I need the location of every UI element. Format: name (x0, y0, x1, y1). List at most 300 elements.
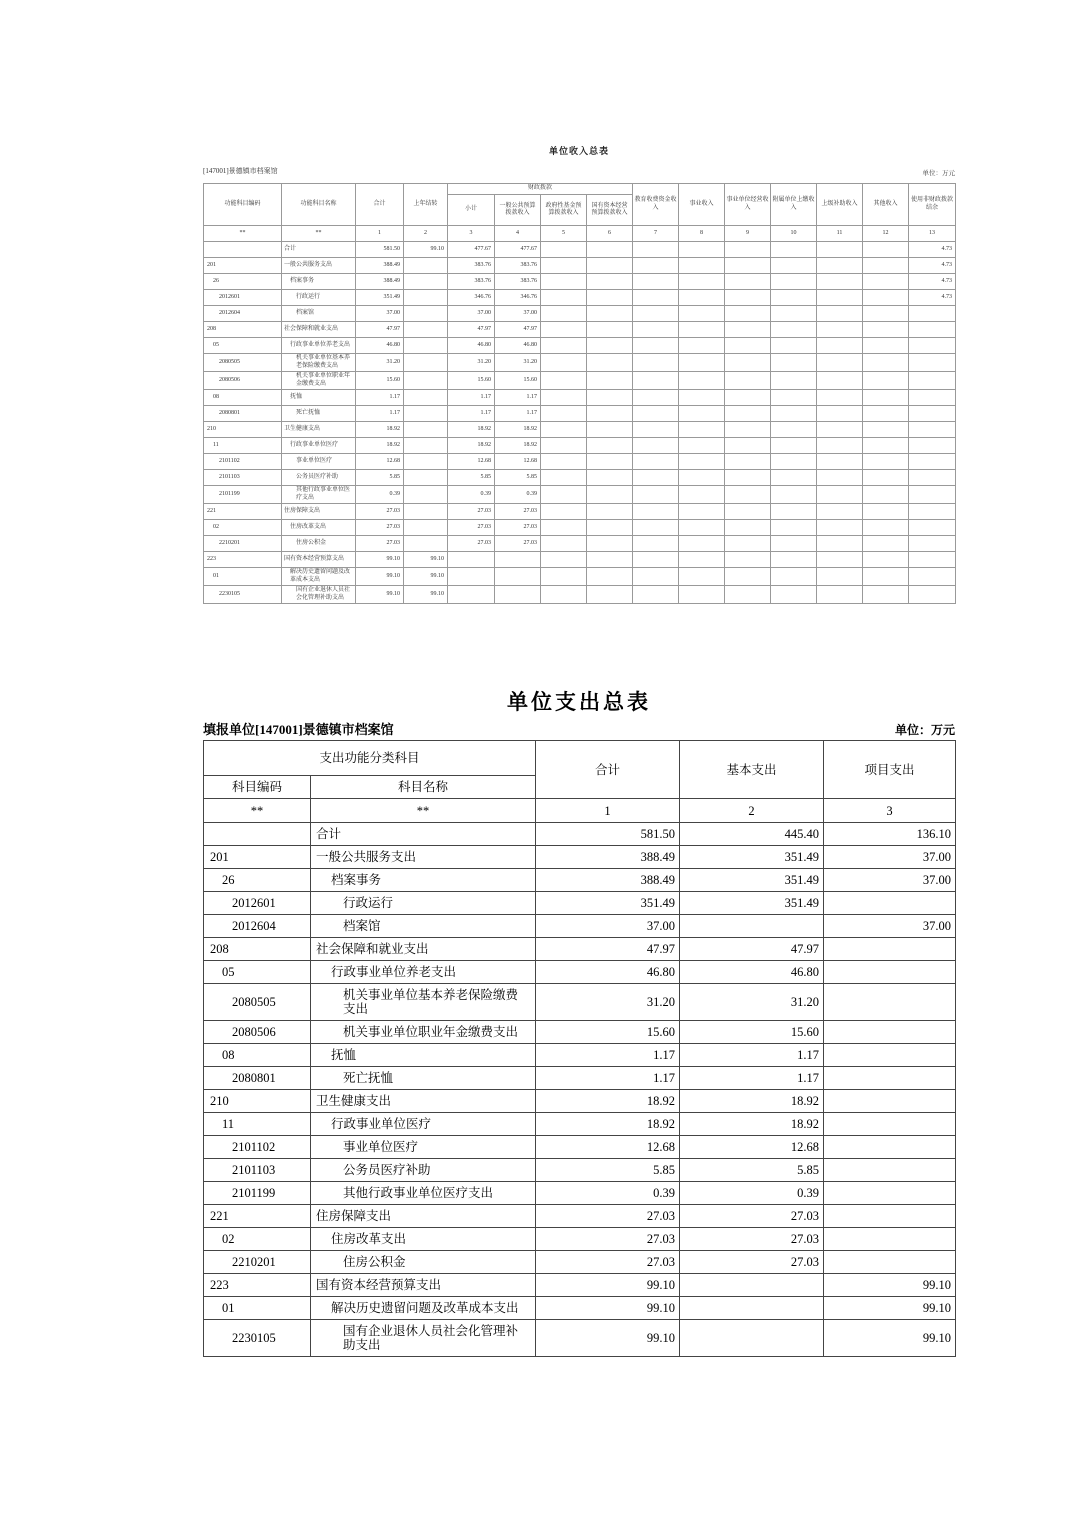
value-cell (587, 322, 633, 338)
table-row (204, 1090, 956, 1113)
value-cell (771, 306, 817, 322)
column-number-cell: 8 (679, 226, 725, 242)
value-cell: 47.97 (356, 322, 404, 338)
table-row (204, 1113, 956, 1136)
subject-code-cell: 26 (204, 869, 311, 892)
table-row (204, 869, 956, 892)
value-cell (725, 322, 771, 338)
value-cell (725, 422, 771, 438)
col-header-basic-expense: 基本支出 (680, 741, 824, 799)
value-cell: 37.00 (824, 869, 956, 892)
value-cell (817, 242, 863, 258)
value-cell (587, 258, 633, 274)
value-cell: 1.17 (536, 1067, 680, 1090)
value-cell: 388.49 (356, 258, 404, 274)
value-cell: 18.92 (448, 438, 495, 454)
subject-name-cell: 事业单位医疗 (282, 454, 356, 470)
value-cell (633, 504, 679, 520)
value-cell (404, 258, 448, 274)
subject-name-cell: 死亡抚恤 (311, 1067, 536, 1090)
value-cell (633, 390, 679, 406)
value-cell (587, 568, 633, 586)
table-row (204, 961, 956, 984)
table-row (204, 504, 956, 520)
subject-name-cell: 国有企业退休人员社会化管理补助支出 (311, 1320, 536, 1357)
value-cell: 27.03 (448, 504, 495, 520)
value-cell (909, 390, 956, 406)
col-header-total: 合计 (536, 741, 680, 799)
value-cell (448, 552, 495, 568)
table-row (204, 984, 956, 1021)
value-cell (824, 1067, 956, 1090)
value-cell: 18.92 (536, 1113, 680, 1136)
column-number-row (204, 226, 956, 242)
value-cell (495, 552, 541, 568)
value-cell (679, 422, 725, 438)
value-cell: 27.03 (680, 1228, 824, 1251)
value-cell: 581.50 (536, 823, 680, 846)
value-cell (863, 504, 909, 520)
value-cell (771, 536, 817, 552)
table-row (204, 1044, 956, 1067)
expense-table-title: 单位支出总表 (507, 690, 651, 714)
value-cell (725, 338, 771, 354)
value-cell: 4.73 (909, 258, 956, 274)
value-cell (633, 242, 679, 258)
value-cell (679, 242, 725, 258)
value-cell: 4.73 (909, 274, 956, 290)
value-cell (817, 274, 863, 290)
value-cell (909, 406, 956, 422)
subject-code-cell: 2210201 (204, 536, 282, 552)
subject-name-cell: 卫生健康支出 (311, 1090, 536, 1113)
col-header-general-public-budget: 一般公共预算拨款收入 (495, 195, 541, 226)
value-cell: 99.10 (824, 1274, 956, 1297)
column-number-cell: 12 (863, 226, 909, 242)
value-cell (541, 390, 587, 406)
income-table (203, 183, 956, 604)
column-number-cell: 6 (587, 226, 633, 242)
subject-code-cell: 2230105 (204, 1320, 311, 1357)
value-cell (679, 470, 725, 486)
value-cell: 5.85 (536, 1159, 680, 1182)
subject-code-cell: 208 (204, 322, 282, 338)
value-cell (633, 422, 679, 438)
value-cell: 0.39 (536, 1182, 680, 1205)
value-cell (633, 372, 679, 390)
value-cell (771, 338, 817, 354)
value-cell (541, 372, 587, 390)
subject-code-cell: 221 (204, 504, 282, 520)
value-cell (541, 520, 587, 536)
value-cell (725, 536, 771, 552)
subject-code-cell: 2101199 (204, 486, 282, 504)
value-cell: 12.68 (356, 454, 404, 470)
value-cell (909, 354, 956, 372)
subject-code-cell: 208 (204, 938, 311, 961)
value-cell (725, 306, 771, 322)
value-cell (633, 290, 679, 306)
subject-code-cell: 2101103 (204, 470, 282, 486)
value-cell (863, 390, 909, 406)
value-cell: 99.10 (356, 568, 404, 586)
value-cell: 136.10 (824, 823, 956, 846)
value-cell: 27.03 (536, 1228, 680, 1251)
subject-name-cell: 死亡抚恤 (282, 406, 356, 422)
table-row (204, 1159, 956, 1182)
subject-code-cell (204, 823, 311, 846)
subject-code-cell: 2080506 (204, 1021, 311, 1044)
value-cell (817, 520, 863, 536)
value-cell: 99.10 (536, 1274, 680, 1297)
value-cell (541, 338, 587, 354)
value-cell: 99.10 (356, 552, 404, 568)
table-row (204, 470, 956, 486)
value-cell: 47.97 (448, 322, 495, 338)
value-cell (817, 454, 863, 470)
value-cell: 27.03 (356, 504, 404, 520)
table-row (204, 290, 956, 306)
table-row (204, 1251, 956, 1274)
value-cell (725, 470, 771, 486)
value-cell (909, 486, 956, 504)
value-cell: 27.03 (356, 536, 404, 552)
subject-code-cell: 02 (204, 1228, 311, 1251)
value-cell (448, 586, 495, 604)
value-cell (824, 961, 956, 984)
expense-table (203, 740, 956, 1357)
value-cell (909, 536, 956, 552)
income-table-header (204, 184, 956, 226)
subject-code-cell: 210 (204, 1090, 311, 1113)
table-row (204, 520, 956, 536)
value-cell (771, 290, 817, 306)
value-cell (587, 552, 633, 568)
value-cell (587, 274, 633, 290)
value-cell (679, 520, 725, 536)
value-cell (824, 1205, 956, 1228)
column-number-cell: 13 (909, 226, 956, 242)
table-row (204, 258, 956, 274)
subject-code-cell: 2012604 (204, 306, 282, 322)
subject-name-cell: 社会保障和就业支出 (282, 322, 356, 338)
value-cell: 37.00 (448, 306, 495, 322)
value-cell (404, 354, 448, 372)
value-cell (771, 568, 817, 586)
value-cell (909, 372, 956, 390)
table-row (204, 1320, 956, 1357)
value-cell (771, 438, 817, 454)
table-row (204, 892, 956, 915)
value-cell: 388.49 (356, 274, 404, 290)
table-row (204, 536, 956, 552)
subject-name-cell: 机关事业单位基本养老保险缴费支出 (282, 354, 356, 372)
value-cell (824, 1228, 956, 1251)
table-row (204, 1228, 956, 1251)
value-cell (679, 536, 725, 552)
value-cell (404, 306, 448, 322)
subject-code-cell: 2012601 (204, 290, 282, 306)
value-cell (404, 390, 448, 406)
col-header-state-capital-budget: 国有资本经营预算拨款收入 (587, 195, 633, 226)
value-cell: 1.17 (495, 390, 541, 406)
value-cell (541, 568, 587, 586)
table-row (204, 915, 956, 938)
value-cell (541, 586, 587, 604)
value-cell (679, 290, 725, 306)
value-cell (771, 390, 817, 406)
value-cell: 27.03 (680, 1205, 824, 1228)
value-cell (909, 504, 956, 520)
value-cell (404, 322, 448, 338)
subject-name-cell: 公务员医疗补助 (282, 470, 356, 486)
value-cell (863, 422, 909, 438)
value-cell: 351.49 (356, 290, 404, 306)
value-cell: 99.10 (404, 242, 448, 258)
value-cell (909, 586, 956, 604)
subject-name-cell: 解决历史遗留问题及改革成本支出 (311, 1297, 536, 1320)
value-cell (824, 938, 956, 961)
value-cell (824, 984, 956, 1021)
value-cell (633, 354, 679, 372)
table-row (204, 242, 956, 258)
value-cell (587, 354, 633, 372)
value-cell (771, 454, 817, 470)
value-cell: 0.39 (448, 486, 495, 504)
col-header-nonfiscal-balance: 使用非财政拨款结余 (909, 184, 956, 226)
value-cell (679, 306, 725, 322)
value-cell (817, 290, 863, 306)
value-cell: 1.17 (536, 1044, 680, 1067)
value-cell (817, 536, 863, 552)
value-cell (863, 242, 909, 258)
value-cell (587, 438, 633, 454)
subject-code-cell: 11 (204, 1113, 311, 1136)
value-cell (679, 504, 725, 520)
value-cell (541, 470, 587, 486)
table-row (204, 823, 956, 846)
value-cell (817, 338, 863, 354)
value-cell (587, 306, 633, 322)
value-cell: 12.68 (680, 1136, 824, 1159)
value-cell: 15.60 (680, 1021, 824, 1044)
value-cell (633, 586, 679, 604)
value-cell (679, 586, 725, 604)
table-row (204, 338, 956, 354)
subject-code-cell: 2080801 (204, 1067, 311, 1090)
value-cell (863, 486, 909, 504)
subject-name-cell: 其他行政事业单位医疗支出 (282, 486, 356, 504)
value-cell (541, 322, 587, 338)
value-cell (587, 586, 633, 604)
value-cell: 0.39 (356, 486, 404, 504)
value-cell: 46.80 (536, 961, 680, 984)
subject-name-cell: 抚恤 (311, 1044, 536, 1067)
column-number-cell: 7 (633, 226, 679, 242)
value-cell: 46.80 (448, 338, 495, 354)
value-cell: 37.00 (356, 306, 404, 322)
value-cell (817, 486, 863, 504)
value-cell (404, 422, 448, 438)
value-cell: 31.20 (495, 354, 541, 372)
value-cell (541, 536, 587, 552)
value-cell (633, 520, 679, 536)
subject-code-cell: 11 (204, 438, 282, 454)
value-cell (633, 274, 679, 290)
value-cell (404, 338, 448, 354)
value-cell (680, 1274, 824, 1297)
value-cell (725, 354, 771, 372)
value-cell (679, 454, 725, 470)
value-cell: 12.68 (495, 454, 541, 470)
col-header-business-income: 事业收入 (679, 184, 725, 226)
subject-name-cell: 住房改革支出 (311, 1228, 536, 1251)
value-cell: 0.39 (680, 1182, 824, 1205)
value-cell: 27.03 (495, 536, 541, 552)
value-cell: 388.49 (536, 869, 680, 892)
value-cell (587, 242, 633, 258)
value-cell: 27.03 (495, 504, 541, 520)
subject-code-cell: 05 (204, 338, 282, 354)
subject-code-cell (204, 242, 282, 258)
value-cell (771, 354, 817, 372)
value-cell (587, 338, 633, 354)
subject-code-cell: 2080505 (204, 984, 311, 1021)
value-cell (679, 322, 725, 338)
value-cell: 12.68 (448, 454, 495, 470)
value-cell (541, 422, 587, 438)
value-cell (404, 274, 448, 290)
value-cell: 27.03 (536, 1251, 680, 1274)
expense-table-body (204, 799, 956, 1357)
subject-name-cell: 档案馆 (282, 306, 356, 322)
header-row-group (204, 741, 956, 776)
value-cell: 346.76 (495, 290, 541, 306)
value-cell (495, 568, 541, 586)
value-cell (863, 274, 909, 290)
value-cell (824, 1021, 956, 1044)
column-number-cell: 2 (404, 226, 448, 242)
value-cell (771, 406, 817, 422)
value-cell (587, 390, 633, 406)
value-cell (541, 354, 587, 372)
value-cell (679, 338, 725, 354)
subject-name-cell: 一般公共服务支出 (282, 258, 356, 274)
value-cell (679, 390, 725, 406)
value-cell: 99.10 (824, 1320, 956, 1357)
value-cell (771, 520, 817, 536)
value-cell (863, 536, 909, 552)
subject-name-cell: 档案事务 (311, 869, 536, 892)
subject-name-cell: 合计 (311, 823, 536, 846)
column-number-cell: ** (204, 226, 282, 242)
table-row (204, 438, 956, 454)
value-cell: 351.49 (680, 869, 824, 892)
value-cell (725, 258, 771, 274)
value-cell (817, 438, 863, 454)
value-cell (817, 372, 863, 390)
subject-code-cell: 2080801 (204, 406, 282, 422)
subject-code-cell: 08 (204, 1044, 311, 1067)
value-cell (404, 290, 448, 306)
column-number-cell: 1 (356, 226, 404, 242)
table-row (204, 454, 956, 470)
subject-name-cell: 公务员医疗补助 (311, 1159, 536, 1182)
value-cell: 27.03 (680, 1251, 824, 1274)
value-cell (679, 552, 725, 568)
subject-code-cell: 2230105 (204, 586, 282, 604)
value-cell: 383.76 (448, 258, 495, 274)
subject-name-cell: 行政事业单位养老支出 (282, 338, 356, 354)
value-cell (863, 322, 909, 338)
value-cell (725, 438, 771, 454)
value-cell (725, 372, 771, 390)
col-header-operating-income: 事业单位经营收入 (725, 184, 771, 226)
value-cell (404, 438, 448, 454)
value-cell (725, 586, 771, 604)
subject-name-cell: 国有资本经营预算支出 (282, 552, 356, 568)
value-cell: 18.92 (356, 438, 404, 454)
value-cell (909, 306, 956, 322)
value-cell (587, 290, 633, 306)
col-header-superior-subsidy-income: 上级补助收入 (817, 184, 863, 226)
value-cell: 18.92 (680, 1090, 824, 1113)
value-cell (541, 258, 587, 274)
value-cell (863, 258, 909, 274)
value-cell (541, 274, 587, 290)
subject-code-cell: 08 (204, 390, 282, 406)
value-cell (679, 406, 725, 422)
subject-name-cell: 行政事业单位医疗 (311, 1113, 536, 1136)
subject-name-cell: 事业单位医疗 (311, 1136, 536, 1159)
subject-name-cell: 抚恤 (282, 390, 356, 406)
value-cell (771, 422, 817, 438)
value-cell (404, 520, 448, 536)
subject-name-cell: 解决历史遗留问题及改革成本支出 (282, 568, 356, 586)
value-cell: 383.76 (495, 258, 541, 274)
subject-code-cell: 2101103 (204, 1159, 311, 1182)
table-row (204, 274, 956, 290)
value-cell (725, 486, 771, 504)
column-number-cell: 3 (448, 226, 495, 242)
value-cell (541, 504, 587, 520)
col-group-expense-function: 支出功能分类科目 (204, 741, 536, 776)
value-cell: 5.85 (356, 470, 404, 486)
value-cell: 47.97 (680, 938, 824, 961)
value-cell (633, 568, 679, 586)
value-cell (863, 338, 909, 354)
subject-code-cell: 2012604 (204, 915, 311, 938)
value-cell (633, 322, 679, 338)
income-table-title: 单位收入总表 (548, 146, 609, 156)
value-cell: 46.80 (356, 338, 404, 354)
subject-code-cell: 221 (204, 1205, 311, 1228)
subject-code-cell: 2012601 (204, 892, 311, 915)
value-cell (817, 568, 863, 586)
value-cell (633, 552, 679, 568)
column-number-cell: 9 (725, 226, 771, 242)
value-cell (587, 372, 633, 390)
value-cell (817, 354, 863, 372)
value-cell: 37.00 (824, 915, 956, 938)
income-unit-label: 单位：万元 (922, 170, 955, 177)
value-cell (633, 438, 679, 454)
col-header-other-income: 其他收入 (863, 184, 909, 226)
value-cell (679, 274, 725, 290)
value-cell (824, 1182, 956, 1205)
value-cell (680, 915, 824, 938)
value-cell (817, 322, 863, 338)
